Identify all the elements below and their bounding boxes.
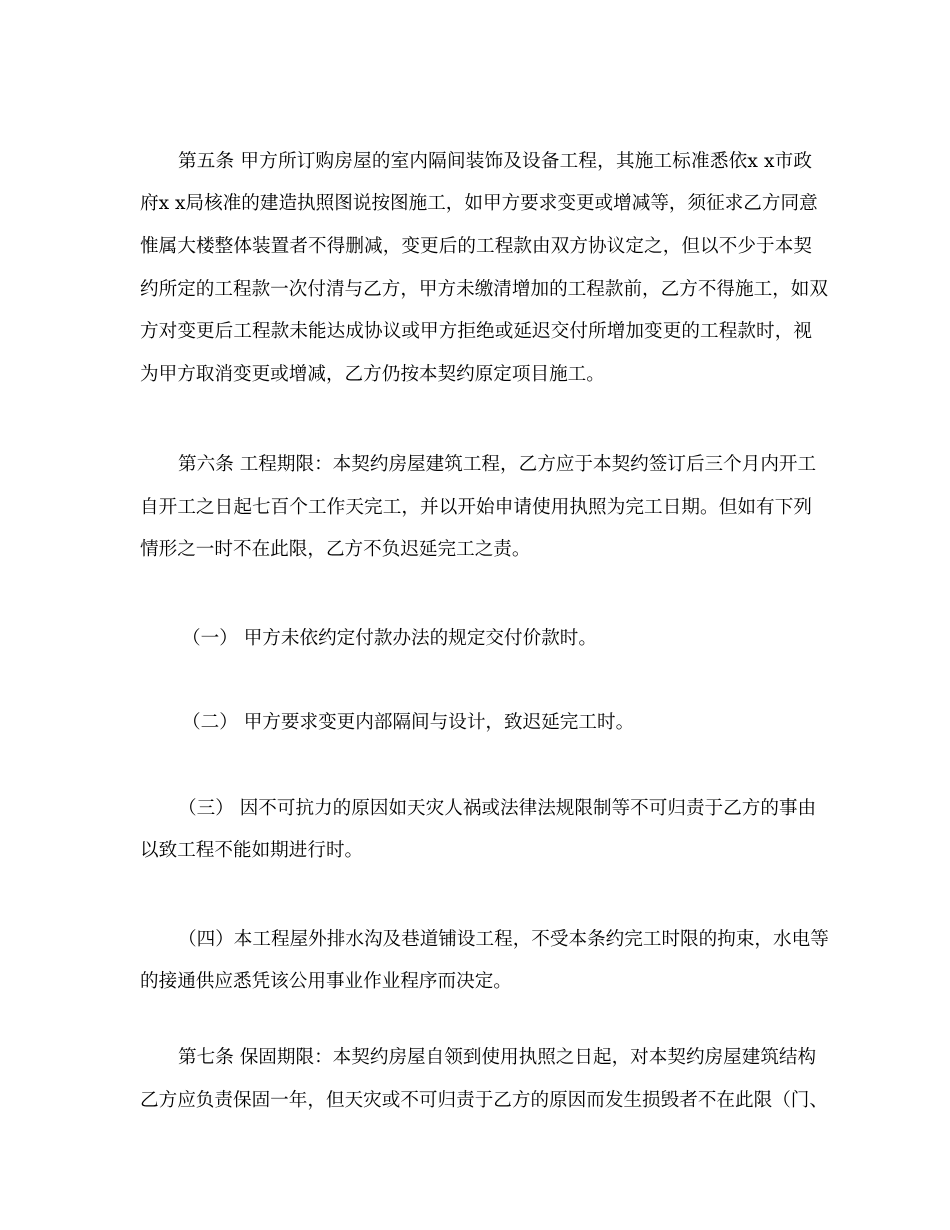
paragraph-line: 约所定的工程款一次付清与乙方，甲方未缴清增加的工程款前，乙方不得施工，如双	[140, 279, 828, 300]
paragraph-line: 以致工程不能如期进行时。	[140, 840, 364, 861]
paragraph-line: 第七条 保固期限：本契约房屋自领到使用执照之日起，对本契约房屋建筑结构	[178, 1047, 817, 1068]
paragraph-line: 自开工之日起七百个工作天完工，并以开始申请使用执照为完工日期。但如有下列	[140, 497, 812, 518]
paragraph-line: 第六条 工程期限：本契约房屋建筑工程，乙方应于本契约签订后三个月内开工	[178, 454, 817, 475]
paragraph-line: （四）本工程屋外排水沟及巷道铺设工程，不受本条约完工时限的拘束，水电等	[178, 929, 829, 950]
paragraph-line: 惟属大楼整体装置者不得删减，变更后的工程款由双方协议定之，但以不少于本契	[140, 236, 812, 257]
paragraph-line: 府x x局核准的建造执照图说按图施工，如甲方要求变更或增减等，须征求乙方同意	[140, 193, 818, 214]
list-item-1: （一） 甲方未依约定付款办法的规定交付价款时。	[182, 628, 597, 649]
paragraph-line: （三） 因不可抗力的原因如天灾人祸或法律法规限制等不可归责于乙方的事由	[178, 798, 817, 819]
paragraph-line: 第五条 甲方所订购房屋的室内隔间装饰及设备工程，其施工标准悉依x x市政	[178, 151, 812, 172]
paragraph-line: 的接通供应悉凭该公用事业作业程序而决定。	[140, 971, 512, 992]
paragraph-line: 为甲方取消变更或增减，乙方仍按本契约原定项目施工。	[140, 364, 605, 385]
paragraph-line: 情形之一时不在此限，乙方不负迟延完工之责。	[140, 539, 531, 560]
list-item-2: （二） 甲方要求变更内部隔间与设计，致迟延完工时。	[182, 712, 635, 733]
paragraph-line: 乙方应负责保固一年，但天灾或不可归责于乙方的原因而发生损毁者不在此限（门、	[140, 1090, 828, 1111]
paragraph-line: 方对变更后工程款未能达成协议或甲方拒绝或延迟交付所增加变更的工程款时，视	[140, 321, 812, 342]
